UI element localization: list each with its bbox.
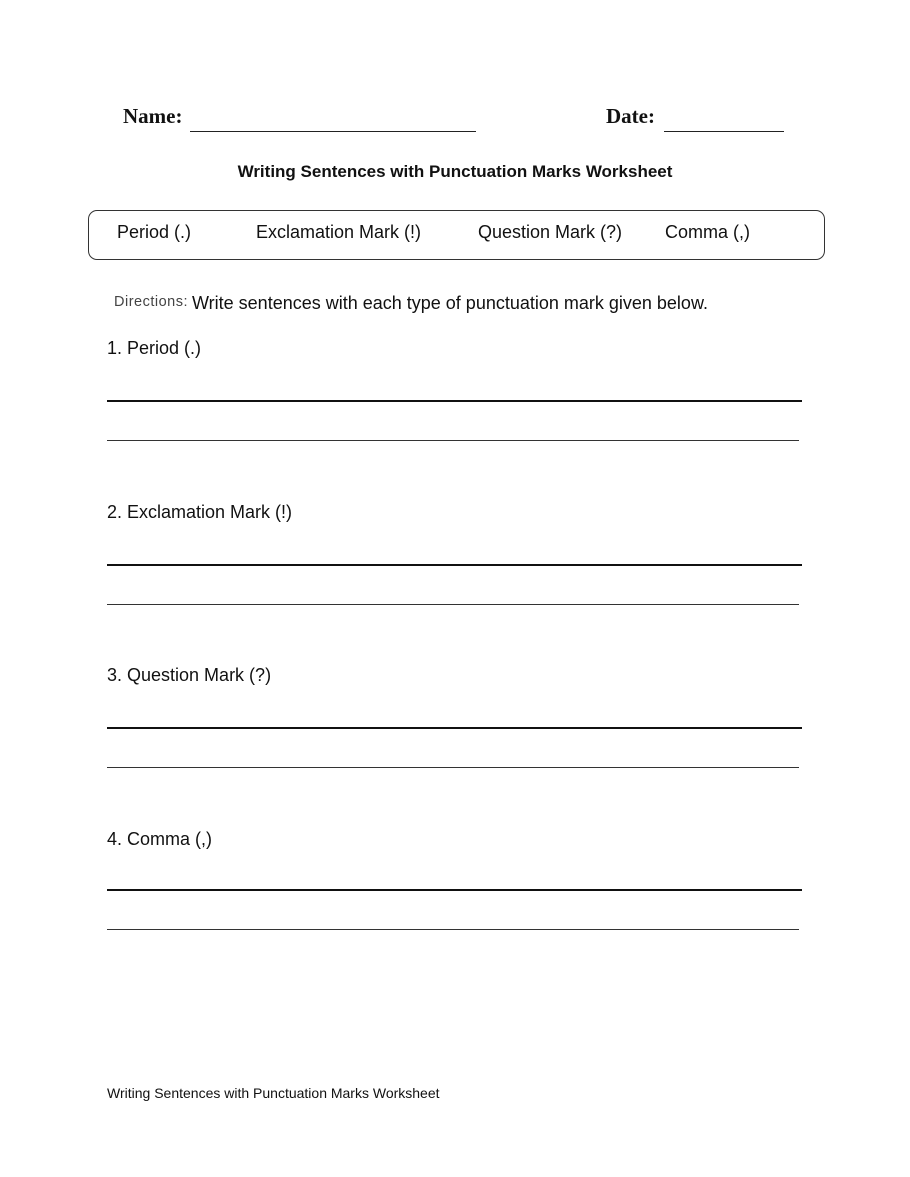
question-label: 4. Comma (,) — [107, 829, 213, 849]
question-2 — [107, 502, 807, 523]
question-label: 3. Question Mark (?) — [107, 665, 272, 685]
question-1 — [107, 338, 807, 359]
word-bank-item-exclamation: Exclamation Mark (!) — [256, 222, 422, 242]
answer-line-thin[interactable] — [107, 929, 799, 930]
answer-line-thin[interactable] — [107, 767, 799, 768]
directions-label: Directions: — [114, 294, 188, 310]
worksheet-title: Writing Sentences with Punctuation Marks Worksheet — [237, 162, 673, 181]
page-footer: Writing Sentences with Punctuation Marks Worksheet — [107, 1085, 440, 1101]
date-blank-line[interactable] — [664, 131, 784, 132]
question-3 — [107, 665, 807, 686]
answer-line-thin[interactable] — [107, 604, 799, 605]
question-label: 1. Period (.) — [107, 338, 202, 358]
answer-line-thick[interactable] — [107, 727, 802, 729]
word-bank-item-question: Question Mark (?) — [478, 222, 623, 242]
word-bank-box — [88, 210, 825, 260]
directions — [114, 293, 708, 314]
answer-line-thick[interactable] — [107, 889, 802, 891]
word-bank-item-period: Period (.) — [117, 222, 192, 242]
name-blank-line[interactable] — [190, 131, 476, 132]
answer-line-thick[interactable] — [107, 564, 802, 566]
word-bank-item-comma: Comma (,) — [665, 222, 750, 242]
question-label: 2. Exclamation Mark (!) — [107, 502, 293, 522]
name-label: Name: — [123, 104, 183, 128]
name-date-row — [0, 104, 910, 138]
directions-text: Write sentences with each type of punctuation mark given below. — [192, 293, 708, 313]
answer-line-thin[interactable] — [107, 440, 799, 441]
answer-line-thick[interactable] — [107, 400, 802, 402]
date-label: Date: — [606, 104, 655, 128]
question-4 — [107, 829, 807, 850]
